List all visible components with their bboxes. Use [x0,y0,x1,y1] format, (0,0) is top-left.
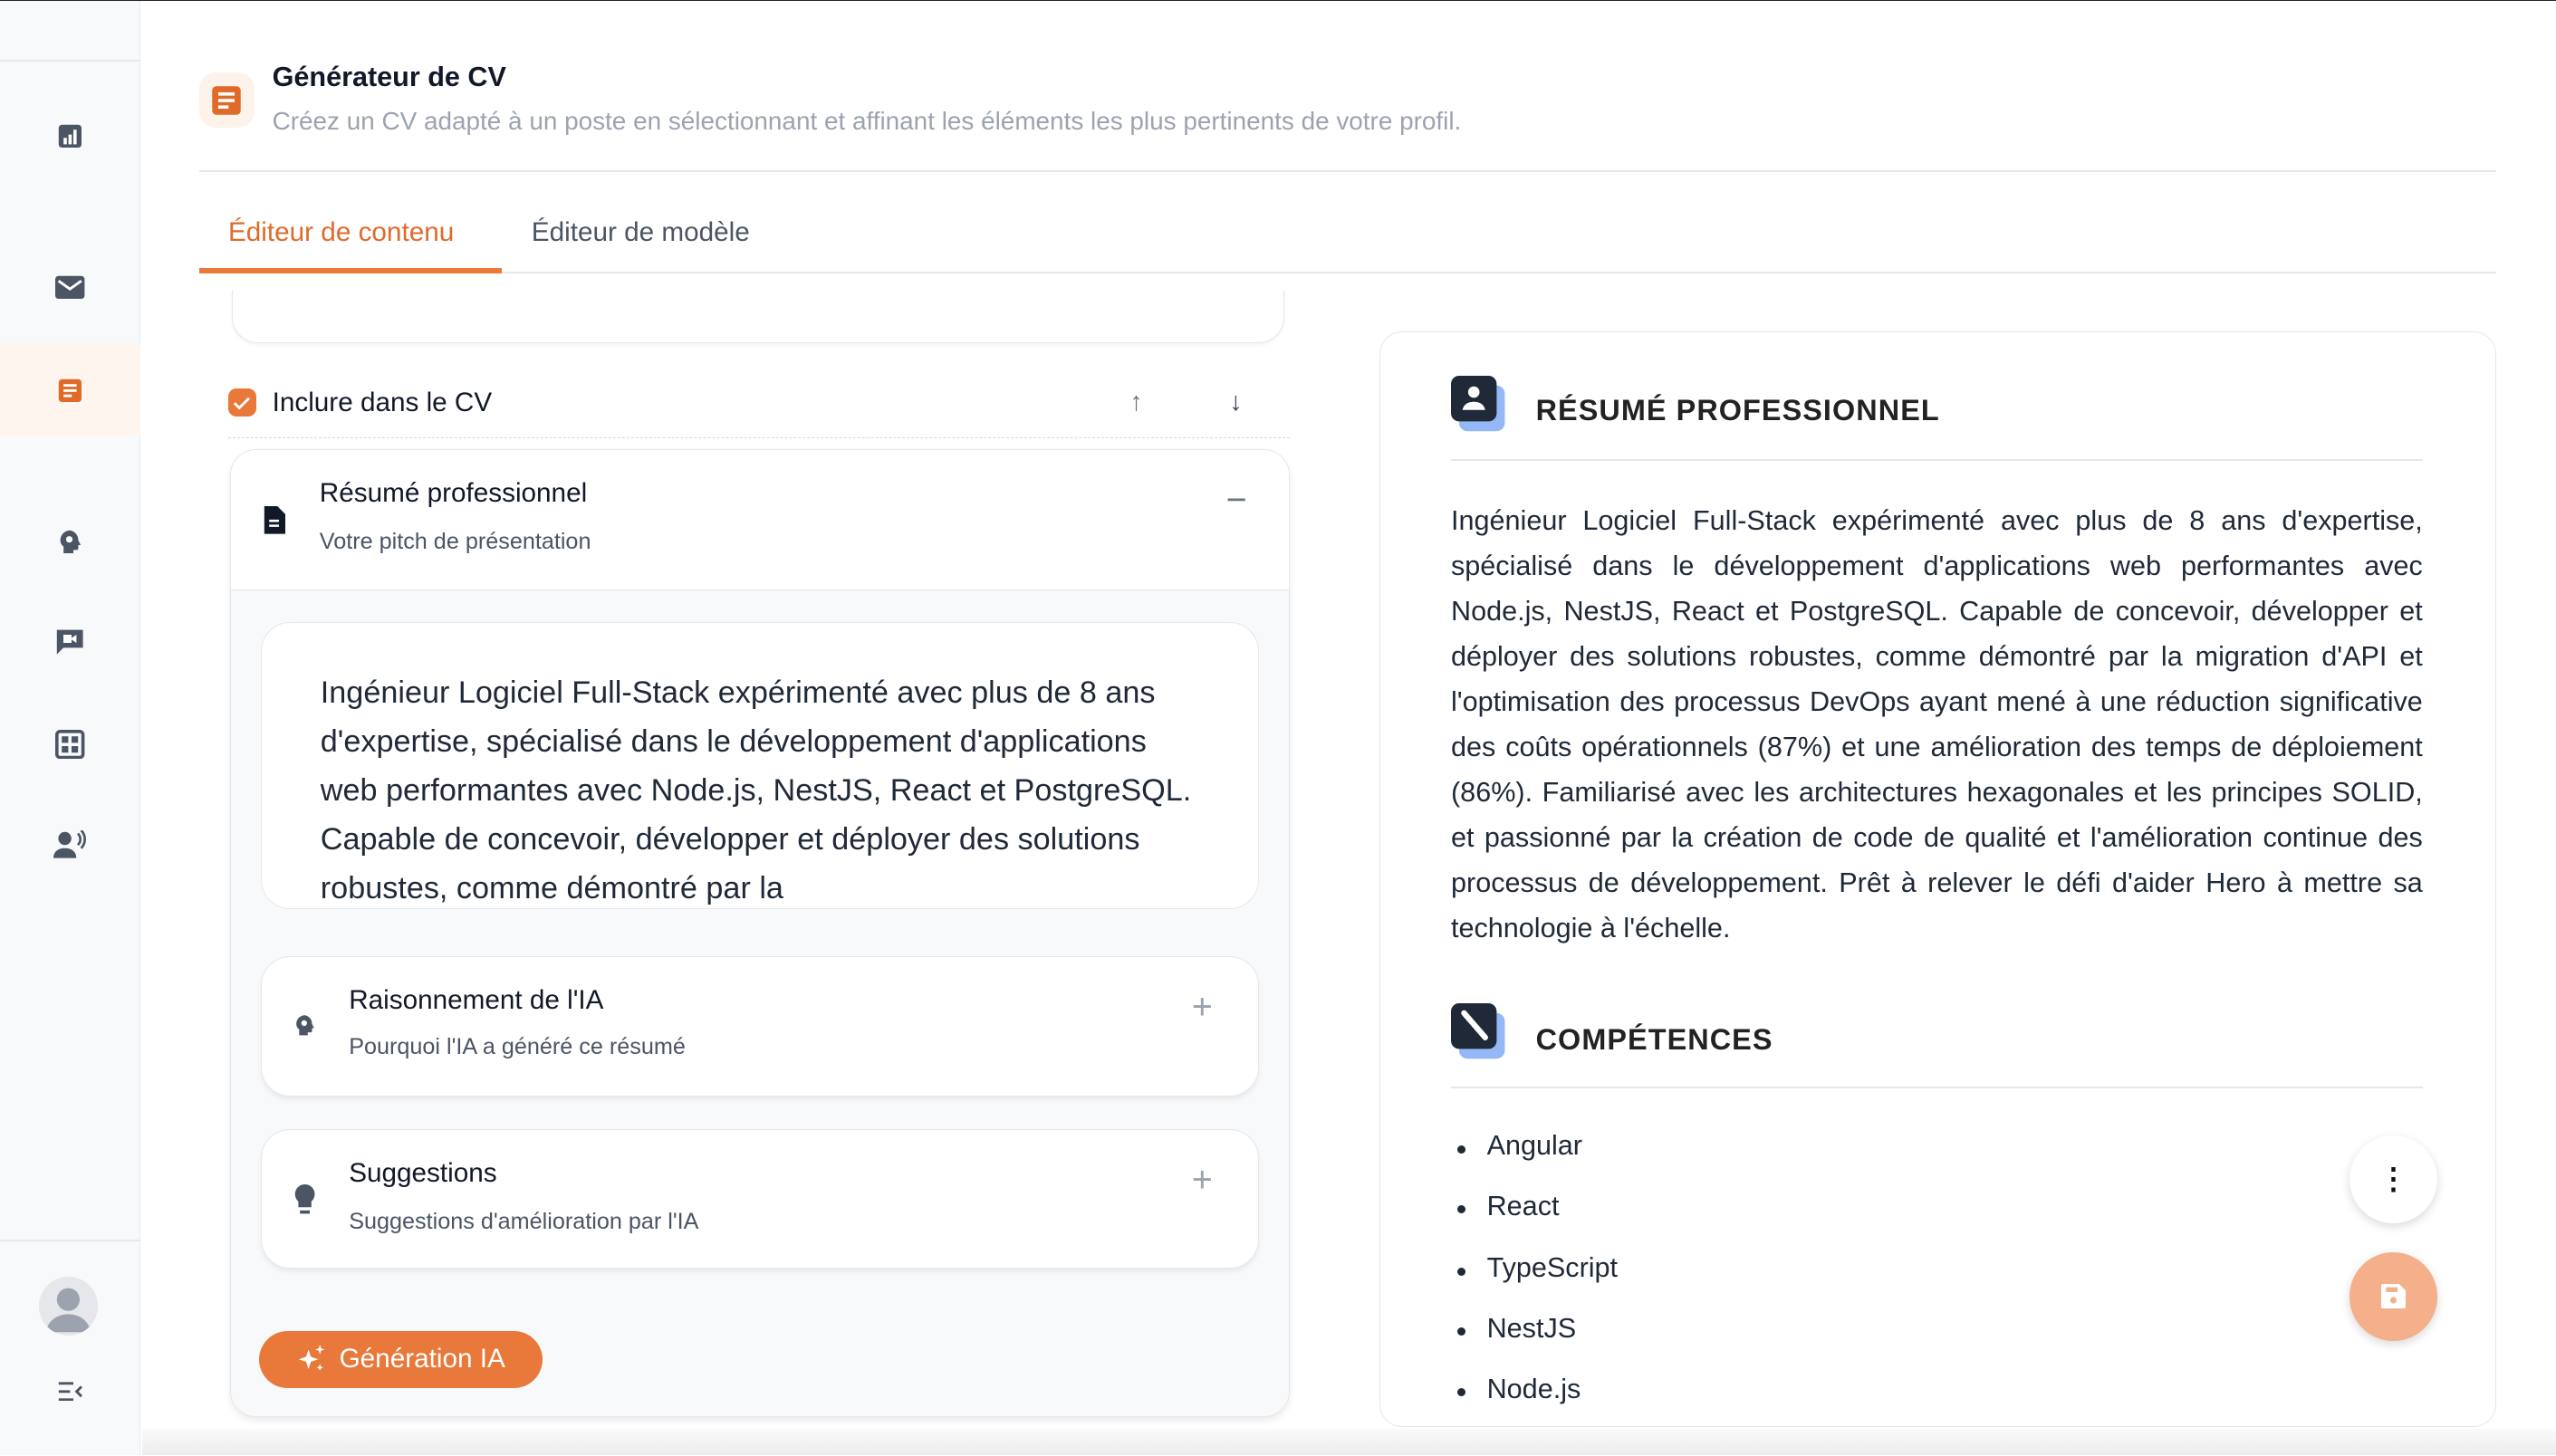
arrow-down-icon: ↓ [1229,387,1243,417]
menu-collapse-icon [57,1382,83,1402]
section-title: Résumé professionnel [319,478,588,509]
expand-reasoning-button[interactable] [1192,987,1213,1028]
page-title: Générateur de CV [272,61,506,92]
ai-reasoning-title: Raisonnement de l'IA [349,985,604,1016]
include-label: Inclure dans le CV [272,387,493,417]
dashed-divider [228,437,1290,438]
header-icon [199,72,255,128]
plus-icon: + [1191,1159,1213,1200]
avatar[interactable] [39,1277,98,1336]
summary-section-card [230,449,1290,1417]
sidebar-divider [0,60,140,62]
more-vert-icon: ⋮ [2378,1163,2408,1196]
summary-divider [1451,459,2423,461]
chart-icon [57,123,83,149]
summary-text: Ingénieur Logiciel Full-Stack expérimenté avec plus de 8 ans d'expertise, spécialisé dans le développement d'applications web performantes avec Node.js, NestJS, React et PostgreSQL. Capable de concevoir, développer et déployer des solutions robustes, comme démontré par la [320,675,1192,906]
page-subtitle: Créez un CV adapté à un poste en sélectionnant et affinant les éléments les plus pertinents de votre profil. [272,107,1462,135]
summary-textarea[interactable] [261,622,1259,909]
ai-generate-label: Génération IA [339,1344,505,1375]
summary-paragraph: Ingénieur Logiciel Full-Stack expérimenté avec plus de 8 ans d'expertise, spécialisé dans le développement d'applications web performantes avec Node.js, NestJS, React et PostgreSQL. Capable de concevoir, développer et déployer des solutions robustes, comme démontré par la migration d'API et l'optimisation des processus DevOps ayant mené à une réduction significative des coûts opérationnels (87%) et une amélioration des temps de déploiement (86%). Familiarisé avec les architectures hexagonales et les principes SOLID, et passionné par la création de code de qualité et l'amélioration continue des processus de développement. Prêt à relever le défi d'aider Hero à mettre sa technologie à l'échelle. [1451,505,2423,944]
psychology-icon [57,529,83,555]
sidebar-item-interview[interactable] [0,616,140,668]
tab-template-editor[interactable]: Éditeur de modèle [531,217,750,248]
suggestions-title: Suggestions [349,1158,497,1188]
ai-generate-button[interactable] [259,1331,543,1388]
skills-heading: COMPÉTENCES [1535,1022,1773,1056]
skills-divider [1451,1087,2423,1088]
skill-item: React [1486,1191,1560,1221]
lightbulb-icon [293,1184,316,1215]
psychology-icon [293,1011,316,1039]
sidebar-item-dashboard[interactable] [0,110,140,163]
ai-reasoning-panel[interactable] [261,956,1259,1097]
mail-icon [55,274,84,301]
expand-suggestions-button[interactable] [1192,1160,1213,1201]
move-up-button[interactable] [1129,388,1142,417]
wrench-section-icon [1451,1003,1510,1062]
skill-item: NestJS [1486,1313,1577,1344]
person-section-icon [1451,376,1510,435]
table-icon [55,730,84,759]
section-subtitle: Votre pitch de présentation [319,529,591,555]
move-down-button[interactable] [1229,388,1242,417]
tabs-divider [199,272,2496,273]
skill-item: Node.js [1486,1373,1581,1404]
header-divider [199,170,2496,172]
save-icon [2381,1284,2406,1308]
bottom-edge [142,1429,2556,1456]
suggestions-panel[interactable] [261,1129,1259,1269]
sidebar-item-table[interactable] [0,718,140,771]
document-icon [57,378,83,404]
description-icon [263,506,285,534]
suggestions-subtitle: Suggestions d'amélioration par l'IA [349,1208,699,1234]
sidebar-item-voice[interactable] [0,819,140,872]
tab-content-editor[interactable]: Éditeur de contenu [228,217,455,248]
summary-heading: RÉSUMÉ PROFESSIONNEL [1535,393,1940,426]
document-icon [210,84,243,117]
sidebar-divider [0,1240,140,1241]
plus-icon: + [1191,987,1213,1027]
include-checkbox[interactable] [228,388,256,417]
active-tab-indicator [199,268,503,273]
skill-item: Angular [1486,1130,1582,1162]
arrow-up-icon: ↑ [1129,387,1143,417]
ai-reasoning-subtitle: Pourquoi l'IA a généré ce résumé [349,1034,686,1060]
sidebar-item-cv[interactable] [0,364,140,417]
collapse-menu-button[interactable] [0,1365,140,1418]
video-chat-icon [55,627,84,656]
sparkles-icon [297,1345,326,1374]
save-button[interactable] [2349,1252,2437,1340]
sidebar-item-mail[interactable] [0,262,140,314]
sidebar-item-ai[interactable] [0,516,140,569]
previous-section-card [232,291,1285,343]
skill-item: TypeScript [1486,1252,1619,1284]
check-icon [233,396,251,410]
collapse-button[interactable] [1226,480,1247,521]
voice-icon [53,830,86,859]
section-header[interactable] [231,450,1289,590]
more-options-button[interactable] [2349,1135,2437,1223]
minus-icon: − [1225,480,1247,521]
